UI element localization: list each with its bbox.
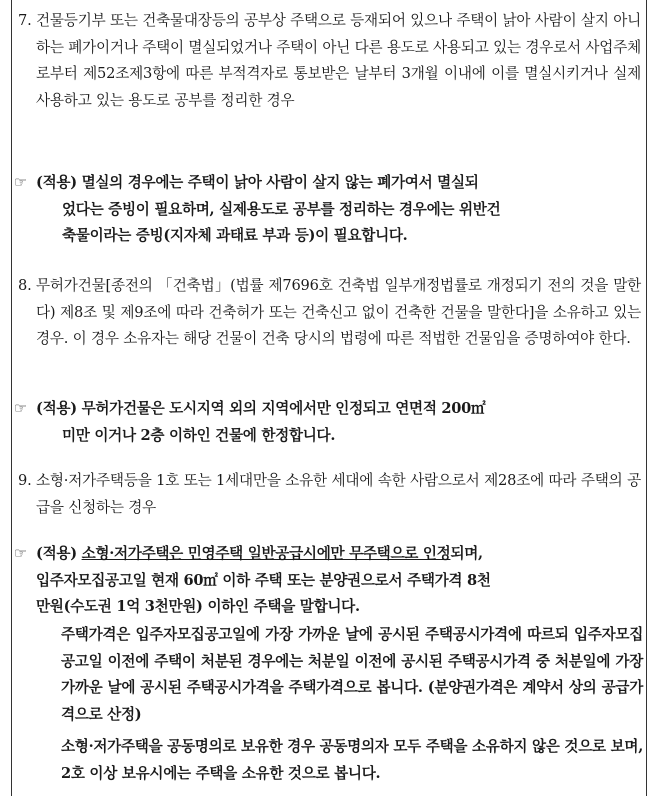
note-line [36,541,643,568]
pointing-hand-icon: ☞ [14,400,27,417]
item-7 [18,8,641,114]
note-line: 입주자모집공고일 현재 60㎡ 이하 주택 또는 분양권으로서 주택가격 8천 [36,571,491,589]
item-8 [18,273,641,353]
note-7 [14,170,643,250]
note-8 [14,396,643,449]
item-number: 8. [18,277,32,294]
note-line: 미만 이거나 2층 이하인 건물에 한정합니다. [62,426,336,444]
note-line: (적용) 무허가건물은 도시지역 외의 지역에서만 인정되고 연면적 200㎡ [36,400,486,417]
note-line: 축물이라는 증빙(지자체 과태료 부과 등)이 필요합니다. [62,227,408,244]
item-9 [18,468,641,521]
item-number: 7. [18,12,32,29]
pointing-hand-icon: ☞ [14,174,27,191]
note-9-paragraph-2: 주택가격은 입주자모집공고일에 가장 가까운 날에 공시된 주택공시가격에 따르되 입주자모집공고일 이전에 주택이 처분된 경우에는 처분일 이전에 공시된 주택공시가격 중 처분일에 가장 가까운 날에 공시된 주택공시가격을 주택가격으로 봅니다. (분양권가격은 계약서 상의 공급가격으로 산정) [61,626,643,723]
pointing-hand-icon: ☞ [14,545,27,562]
item-text: 무허가건물[종전의 「건축법」(법률 제7696호 건축법 일부개정법률로 개정되기 전의 것을 말한다) 제8조 및 제9조에 따라 건축허가 또는 건축신고 없이 건축한 건물을 말한다]을 소유하고 있는 경우. 이 경우 소유자는 해당 건물이 건축 당시의 법령에 따른 적법한 건물임을 증명하여야 한다. [36,277,641,347]
note-prefix: (적용) [36,545,82,562]
note-9 [14,541,643,621]
item-text: 소형·저가주택등을 1호 또는 1세대만을 소유한 세대에 속한 사람으로서 제28조에 따라 주택의 공급을 신청하는 경우 [36,472,641,516]
note-line: (적용) 멸실의 경우에는 주택이 낡아 사람이 살지 않는 폐가여서 멸실되 [36,174,479,191]
underlined-text: 소형·저가주택은 민영주택 일반공급시에만 무주택으로 인정 [81,545,451,562]
note-line: 만원(수도권 1억 3천만원) 이하인 주택을 말합니다. [36,598,360,615]
note-9-paragraph-3: 소형·저가주택을 공동명의로 보유한 경우 공동명의자 모두 주택을 소유하지 않은 것으로 보며, 2호 이상 보유시에는 주택을 소유한 것으로 봅니다. [61,738,643,782]
note-text: 되며, [450,545,483,562]
note-line: 었다는 증빙이 필요하며, 실제용도로 공부를 정리하는 경우에는 위반건 [62,200,501,218]
item-number: 9. [18,472,32,489]
item-text: 건물등기부 또는 건축물대장등의 공부상 주택으로 등재되어 있으나 주택이 낡아 사람이 살지 아니하는 폐가이거나 주택이 멸실되었거나 주택이 아닌 다른 용도로 사용되고 있는 경우로서 사업주체로부터 제52조제3항에 따른 부적격자로 통보받은 날부터 3개월 이내에 이를 멸실시키거나 실제 사용하고 있는 용도로 공부를 정리한 경우 [36,12,641,109]
